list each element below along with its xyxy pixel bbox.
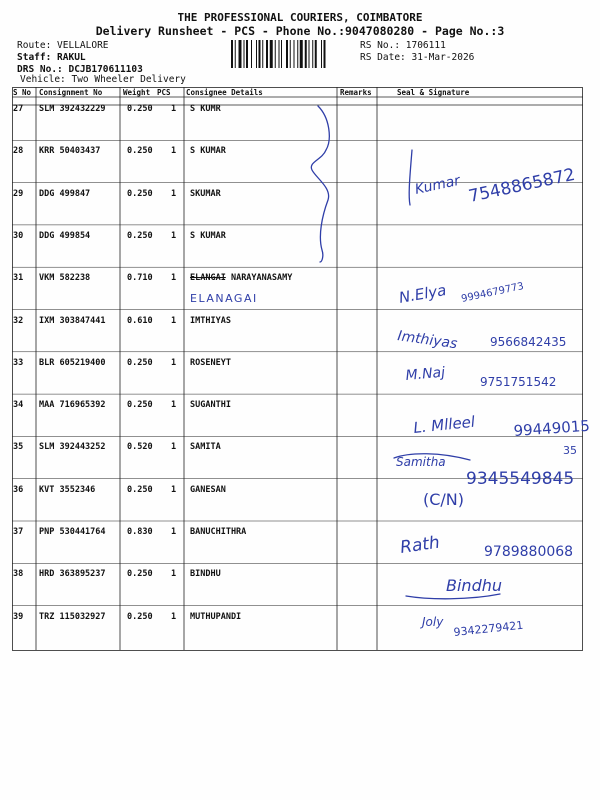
bindhu-signature: Bindhu bbox=[446, 576, 502, 595]
row-weight: 0.250 bbox=[127, 146, 153, 157]
row-sno: 28 bbox=[13, 146, 24, 157]
row-pcs: 1 bbox=[171, 400, 177, 411]
row-pcs: 1 bbox=[171, 357, 177, 368]
row-weight: 0.250 bbox=[127, 357, 153, 368]
col-header-seal: Seal & Signature bbox=[397, 88, 470, 97]
row-consignment-no: TRZ 115032927 bbox=[39, 611, 106, 622]
col-header-weight: Weight bbox=[123, 88, 151, 97]
row-consignee: S KUMAR bbox=[190, 146, 226, 157]
row-sno: 39 bbox=[13, 611, 24, 622]
row-consignee: S KUMR bbox=[190, 104, 221, 114]
col-header-pcs: PCS bbox=[157, 88, 171, 97]
row-consignment-no: PNP 530441764 bbox=[39, 527, 106, 537]
row-pcs: 1 bbox=[171, 188, 177, 199]
col-header-consignment: Consignment No bbox=[39, 88, 103, 97]
row-consignment-no: KRR 50403437 bbox=[39, 146, 101, 157]
row-pcs: 1 bbox=[171, 484, 177, 495]
row-consignment-no: VKM 582238 bbox=[39, 273, 91, 284]
suganthi-signature: L. Mlleel bbox=[412, 412, 476, 437]
roseneyt-phone: 9751751542 bbox=[480, 375, 557, 389]
row-sno: 35 bbox=[13, 442, 24, 453]
banuchithra-signature: Rath bbox=[398, 532, 441, 558]
row-sno: 34 bbox=[13, 400, 24, 411]
row-weight: 0.250 bbox=[127, 611, 153, 622]
rs-number: RS No.: 1706111 bbox=[360, 40, 446, 51]
row-weight: 0.610 bbox=[127, 315, 153, 326]
row-sno: 37 bbox=[13, 527, 24, 537]
row-sno: 31 bbox=[13, 273, 24, 284]
narayanasamy-phone: 9994679773 bbox=[460, 280, 525, 305]
row-consignee: S KUMAR bbox=[190, 230, 226, 241]
vehicle-label: Vehicle: Two Wheeler Delivery bbox=[20, 74, 186, 85]
row-sno: 36 bbox=[13, 484, 24, 495]
row-consignee: IMTHIYAS bbox=[190, 315, 231, 326]
drs-number: DRS No.: DCJB170611103 bbox=[17, 64, 143, 75]
row-sno: 33 bbox=[13, 357, 24, 368]
row-weight: 0.250 bbox=[127, 104, 153, 114]
row-consignment-no: SLM 392432229 bbox=[39, 104, 106, 114]
row-consignment-no: MAA 716965392 bbox=[39, 400, 106, 411]
row-consignment-no: DDG 499847 bbox=[39, 188, 91, 199]
col-header-consignee: Consignee Details bbox=[186, 88, 263, 97]
runsheet-subtitle: Delivery Runsheet - PCS - Phone No.:9047080280 - Page No.:3 bbox=[95, 24, 505, 38]
row-weight: 0.830 bbox=[127, 527, 153, 537]
delivery-bracket-mark bbox=[311, 106, 329, 262]
row-pcs: 1 bbox=[171, 527, 177, 537]
row-pcs: 1 bbox=[171, 442, 177, 453]
imthiyas-signature: Imthiyas bbox=[396, 328, 459, 353]
kumar-phone: 7548865872 bbox=[466, 164, 577, 207]
row-consignee: SAMITA bbox=[190, 442, 221, 453]
row-weight: 0.520 bbox=[127, 442, 153, 453]
col-header-sno: S No bbox=[13, 88, 32, 97]
kumar-signature: Kumar bbox=[413, 172, 462, 198]
row-sno: 30 bbox=[13, 230, 24, 241]
row-consignee: GANESAN bbox=[190, 484, 226, 495]
struck-consignee-name: ELANGAI bbox=[190, 273, 226, 284]
suganthi-phone: 99449015 bbox=[513, 416, 591, 440]
row-weight: 0.250 bbox=[127, 400, 153, 411]
row-consignee: MUTHUPANDI bbox=[190, 611, 242, 622]
muthupandi-signature: Joly bbox=[422, 615, 444, 629]
kumar-signature-stroke bbox=[409, 150, 412, 205]
row-sno: 29 bbox=[13, 188, 24, 199]
row-pcs: 1 bbox=[171, 611, 177, 622]
samita-phone: 9345549845 bbox=[466, 469, 575, 489]
row-sno: 32 bbox=[13, 315, 24, 326]
muthupandi-phone: 9342279421 bbox=[452, 618, 524, 639]
row-consignment-no: DDG 499854 bbox=[39, 230, 91, 241]
ganesan-not-delivered-note: (C/N) bbox=[423, 490, 465, 509]
narayanasamy-signature: N.Elya bbox=[397, 280, 448, 307]
samita-row-number-note: 35 bbox=[563, 444, 577, 457]
row-consignment-no: HRD 363895237 bbox=[39, 569, 106, 580]
row-consignment-no: IXM 303847441 bbox=[39, 315, 106, 326]
row-consignee: ROSENEYT bbox=[190, 357, 231, 368]
row-sno: 38 bbox=[13, 569, 24, 580]
row-consignee: BINDHU bbox=[190, 569, 221, 580]
elanagai-handwritten: ELANAGAI bbox=[190, 292, 258, 305]
row-consignee: SKUMAR bbox=[190, 188, 221, 199]
banuchithra-phone: 9789880068 bbox=[484, 544, 574, 560]
row-pcs: 1 bbox=[171, 569, 177, 580]
staff-label: Staff: RAKUL bbox=[17, 52, 86, 63]
imthiyas-phone: 9566842435 bbox=[490, 335, 567, 349]
consignee-name: NARAYANASAMY bbox=[230, 273, 293, 284]
rs-date: RS Date: 31-Mar-2026 bbox=[360, 52, 475, 63]
roseneyt-signature: M.Naj bbox=[404, 364, 446, 384]
row-sno: 27 bbox=[13, 104, 24, 114]
col-header-remarks: Remarks bbox=[340, 88, 372, 97]
row-pcs: 1 bbox=[171, 230, 177, 241]
row-consignment-no: KVT 3552346 bbox=[39, 484, 96, 495]
row-consignee: SUGANTHI bbox=[190, 400, 231, 411]
row-weight: 0.250 bbox=[127, 484, 153, 495]
row-pcs: 1 bbox=[171, 315, 177, 326]
row-weight: 0.710 bbox=[127, 273, 153, 284]
row-weight: 0.250 bbox=[127, 569, 153, 580]
samita-signature: Samitha bbox=[396, 455, 446, 469]
company-title: THE PROFESSIONAL COURIERS, COIMBATORE bbox=[177, 11, 423, 24]
row-pcs: 1 bbox=[171, 273, 177, 284]
row-pcs: 1 bbox=[171, 104, 177, 114]
row-pcs: 1 bbox=[171, 146, 177, 157]
row-consignment-no: SLM 392443252 bbox=[39, 442, 106, 453]
row-consignee: BANUCHITHRA bbox=[190, 527, 247, 537]
row-weight: 0.250 bbox=[127, 230, 153, 241]
row-weight: 0.250 bbox=[127, 188, 153, 199]
route-label: Route: VELLALORE bbox=[17, 40, 109, 51]
row-consignment-no: BLR 605219400 bbox=[39, 357, 106, 368]
